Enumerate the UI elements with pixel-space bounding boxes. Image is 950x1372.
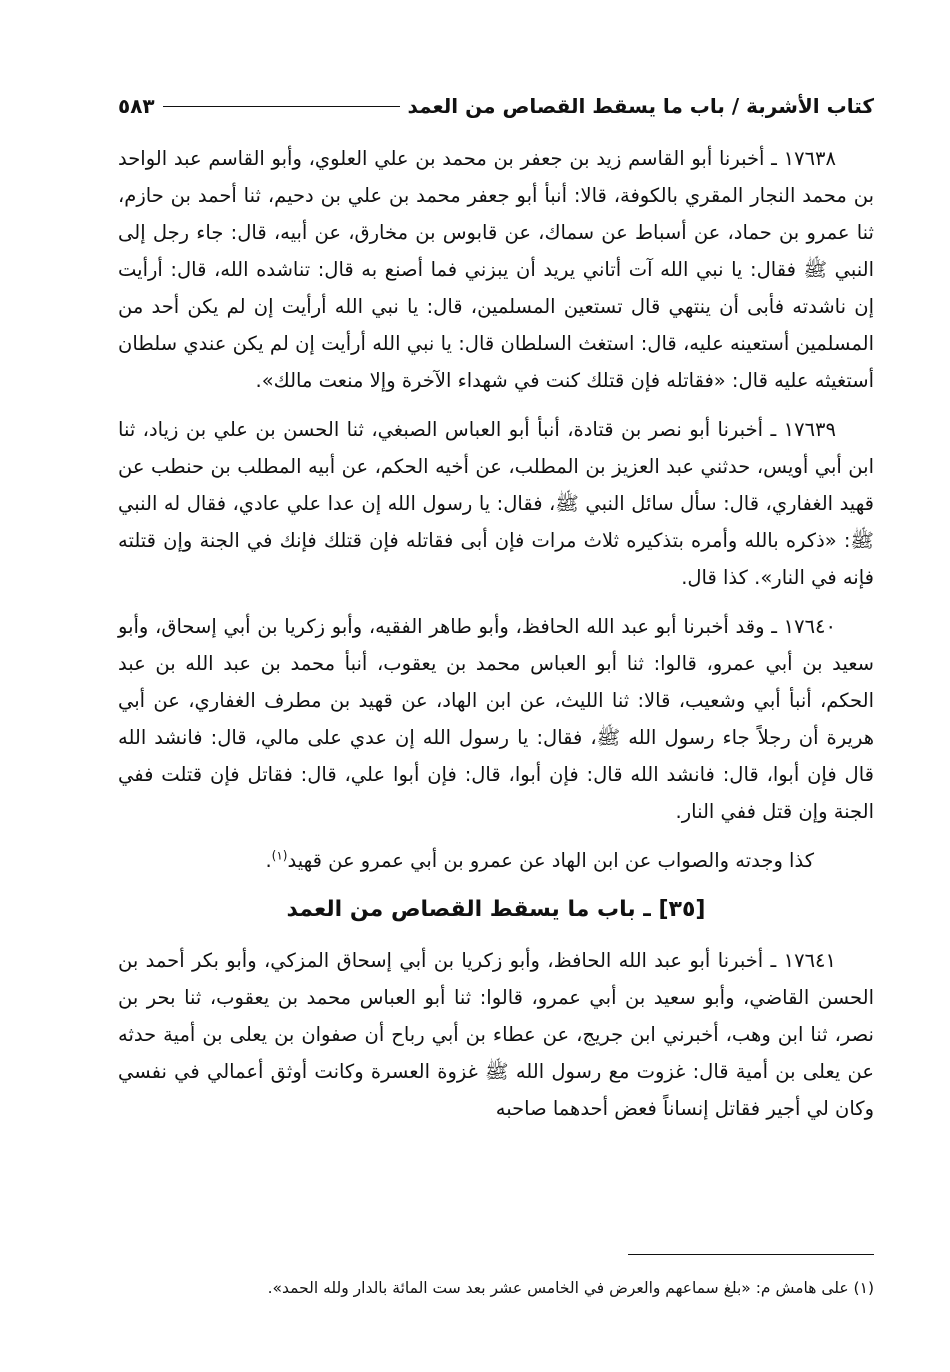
editor-note: كذا وجدته والصواب عن ابن الهاد عن عمرو بن أبي عمرو عن قهيد$^{(١)}$. <box>265 848 814 872</box>
page-number: ٥٨٣ <box>118 94 155 118</box>
footnote-marker: (١) <box>271 848 288 863</box>
hadith-paragraph-17641: ١٧٦٤١ ـ أخبرنا أبو عبد الله الحافظ، وأبو زكريا بن أبي إسحاق المزكي، وأبو بكر أحمد بن الحسن القاضي، وأبو سعيد بن أبي عمرو، قالوا: ثنا أبو العباس محمد بن يعقوب، ثنا بحر بن نصر، ثنا ابن وهب، أخبرني ابن جريج، عن عطاء بن أبي رباح أن صفوان بن يعلى بن أمية حدثه عن يعلى بن أمية قال: غزوت مع رسول الله ﷺ غزوة العسرة وكانت أوثق أعمالي في نفسي وكان لي أجير فقاتل إنساناً فعض أحدهما صاحبه <box>118 949 874 1120</box>
running-header <box>118 86 874 126</box>
header-rule <box>163 106 400 107</box>
footnote-separator <box>628 1254 874 1255</box>
hadith-paragraph-17638: ١٧٦٣٨ ـ أخبرنا أبو القاسم زيد بن جعفر بن محمد بن علي العلوي، وأبو القاسم عبد الواحد بن محمد النجار المقري بالكوفة، قالا: أنبأ أبو جعفر محمد بن علي بن دحيم، ثنا أحمد بن حازم، ثنا عمرو بن حماد، عن أسباط عن سماك، عن قابوس بن مخارق، عن أبيه، قال: جاء رجل إلى النبي ﷺ فقال: يا نبي الله آت أتاني يريد أن يبزني فما أصنع به قال: تناشده الله، قال: أرأيت إن ناشدته فأبى أن ينتهي قال تستعين المسلمين، قال: يا نبي الله أرأيت إن لم يكن أحد من المسلمين أستعينه عليه، قال: استغث السلطان قال: يا نبي الله أرأيت إن لم يكن عندي سلطان أستغيثه عليه قال: «فقاتله فإن قتلك كنت في شهداء الآخرة وإلا منعت مالك». <box>118 147 874 392</box>
header-title: كتاب الأشربة / باب ما يسقط القصاص من العمد <box>407 94 874 118</box>
hadith-paragraph-17639: ١٧٦٣٩ ـ أخبرنا أبو نصر بن قتادة، أنبأ أبو العباس الصبغي، ثنا الحسن بن علي بن زياد، ثنا ابن أبي أويس، حدثني عبد العزيز بن المطلب، عن أخيه الحكم، عن أبيه المطلب بن حنطب عن قهيد الغفاري، قال: سأل سائل النبي ﷺ، فقال: يا رسول الله إن عدا علي عادي، فقال له النبي ﷺ: «ذكره بالله وأمره بتذكيره ثلاث مرات فإن أبى فقاتله فإن قتلك فإنك في الجنة وإن قتلته فإنه في النار». كذا قال. <box>118 418 874 589</box>
section-heading: [٣٥] ـ باب ما يسقط القصاص من العمد <box>286 897 706 922</box>
body-text <box>118 140 874 1139</box>
footnote: (١) على هامش م: «بلغ سماعهم والعرض في الخامس عشر بعد ست المائة بالدار ولله الحمد». <box>267 1279 874 1297</box>
hadith-paragraph-17640: ١٧٦٤٠ ـ وقد أخبرنا أبو عبد الله الحافظ، وأبو طاهر الفقيه، وأبو زكريا بن أبي إسحاق، وأبو سعيد بن أبي عمرو، قالوا: ثنا أبو العباس محمد بن يعقوب، أنبأ محمد بن عبد الله بن عبد الحكم، أنبأ أبي وشعيب، قالا: ثنا الليث، عن ابن الهاد، عن قهيد بن مطرف الغفاري، عن أبي هريرة أن رجلاً جاء رسول الله ﷺ، فقال: يا رسول الله إن عدي على مالي، قال: فانشد الله قال فإن أبوا، قال: فانشد الله قال: فإن أبوا، قال: فإن أبوا علي، قال: فقاتل فإن قتلت ففي الجنة وإن قتل ففي النار. <box>118 615 874 823</box>
editor-note-text: كذا وجدته والصواب عن ابن الهاد عن عمرو بن أبي عمرو عن قهيد <box>287 849 814 872</box>
